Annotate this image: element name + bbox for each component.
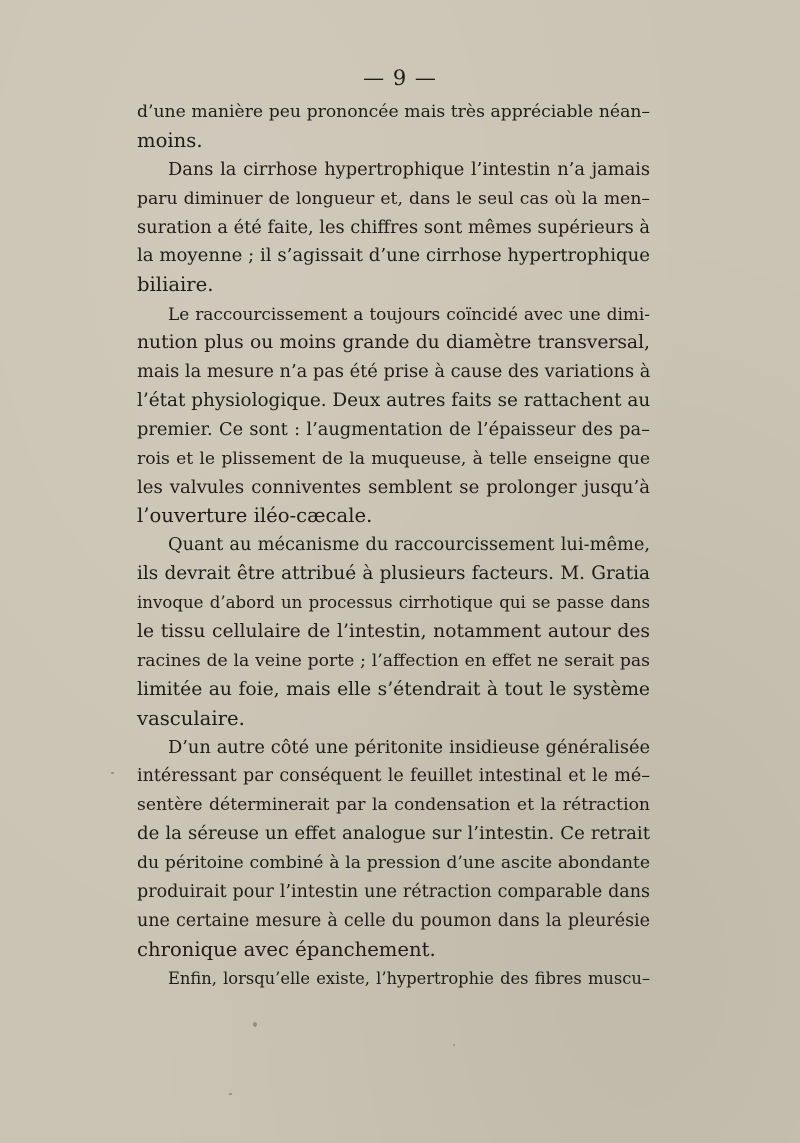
text-line: du péritoine combiné à la pression d’une ascite abondante [137,853,650,874]
text-line: ils devrait être attribué à plusieurs facteurs. M. Gratia [137,563,650,585]
page-number: — 9 — [363,66,437,90]
text-line: l’ouverture iléo-cæcale. [137,504,373,528]
text-line: de la séreuse un effet analogue sur l’intestin. Ce retrait [137,823,650,845]
text-line: le tissu cellulaire de l’intestin, notamment autour des [137,621,650,643]
text-line: biliaire. [137,273,214,297]
text-line: l’état physiologique. Deux autres faits se rattachent au [137,389,651,411]
paper-speck [229,1093,232,1095]
text-line: invoque d’abord un processus cirrhotique qui se passe dans [137,593,650,613]
text-line: D’un autre côté une péritonite insidieuse généralisée [168,736,650,758]
text-line: premier. Ce sont : l’augmentation de l’épaisseur des pa– [137,418,650,440]
text-line: les valvules conniventes semblent se prolonger jusqu’à [137,476,650,498]
paragraph [137,300,650,531]
text-line: Dans la cirrhose hypertrophique l’intestin n’a jamais [168,158,650,180]
paragraph [137,965,650,994]
paper-speck [253,1022,257,1027]
text-line: vasculaire. [137,706,245,730]
text-line: chronique avec épanchement. [137,937,436,961]
paper-speck [453,1044,455,1046]
body-text [137,98,650,994]
paper-speck [111,772,114,774]
paragraph [137,531,650,733]
text-line: suration a été faite, les chiffres sont mêmes supérieurs à [137,216,650,238]
text-line: limitée au foie, mais elle s’étendrait à tout le système [137,678,650,700]
text-line: mais la mesure n’a pas été prise à cause des variations à [137,361,651,383]
text-line: rois et le plissement de la muqueuse, à telle enseigne que [137,448,650,469]
text-line: intéressant par conséquent le feuillet intestinal et le mé– [137,766,650,787]
text-line: moins. [137,128,203,152]
paragraph [137,734,650,965]
text-line: la moyenne ; il s’agissait d’une cirrhose hypertrophique [137,245,650,267]
paragraph [137,98,650,156]
text-line: paru diminuer de longueur et, dans le seul cas où la men– [137,188,650,209]
text-line: Le raccourcissement a toujours coïncidé avec une dimi- [168,304,650,325]
paragraph [137,156,650,300]
text-line: une certaine mesure à celle du poumon dans la pleurésie [137,910,650,931]
text-line: sentère déterminerait par la condensation et la rétraction [137,795,650,816]
text-line: Quant au mécanisme du raccourcissement lui-même, [168,534,650,556]
text-line: d’une manière peu prononcée mais très appréciable néan– [137,102,650,122]
text-line: racines de la veine porte ; l’affection en effet ne serait pas [137,650,650,671]
text-line: Enfin, lorsqu’elle existe, l’hypertrophie des fibres muscu– [168,968,650,988]
text-line: produirait pour l’intestin une rétraction comparable dans [137,882,650,903]
text-line: nution plus ou moins grande du diamètre transversal, [137,332,650,354]
